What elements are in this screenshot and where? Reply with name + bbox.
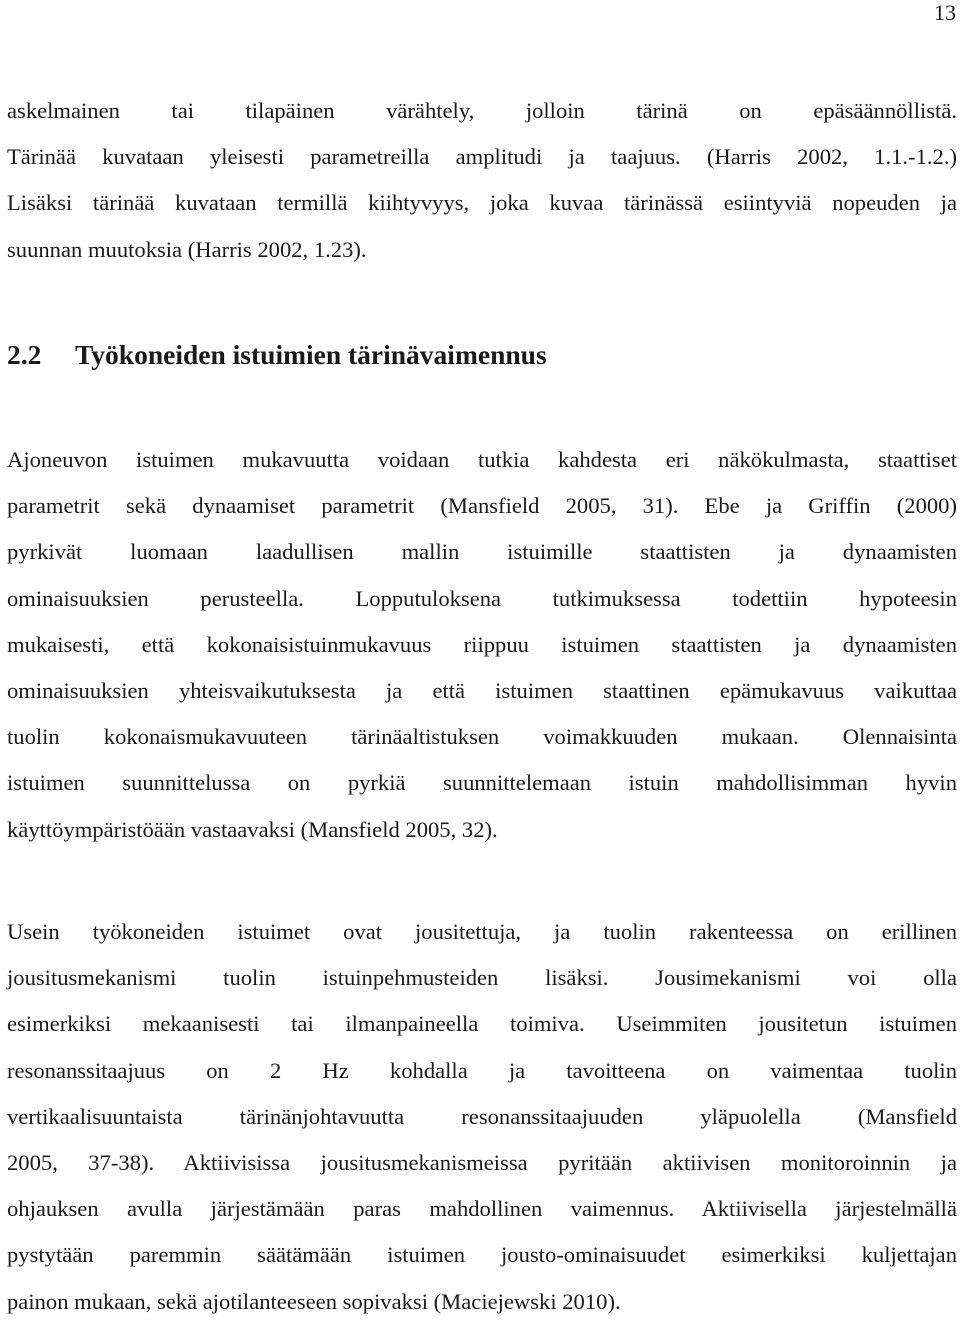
paragraph-line: ominaisuuksien yhteisvaikutuksesta ja että istuimen staattinen epämukavuus vaikuttaa [7, 677, 957, 703]
section-title: Työkoneiden istuimien tärinävaimennus [75, 339, 547, 370]
paragraph-line: Usein työkoneiden istuimet ovat jousitettuja, ja tuolin rakenteessa on erillinen [7, 919, 957, 944]
paragraph-line: Tärinää kuvataan yleisesti parametreilla amplitudi ja taajuus. (Harris 2002, 1.1.-1.2.) [7, 144, 957, 170]
paragraph-line: tuolin kokonaismukavuuteen tärinäaltistuksen voimakkuuden mukaan. Olennaisinta [7, 724, 957, 750]
paragraph-line: Ajoneuvon istuimen mukavuutta voidaan tutkia kahdesta eri näkökulmasta, staattiset [7, 447, 957, 472]
paragraph-line: resonanssitaajuus on 2 Hz kohdalla ja tavoitteena on vaimentaa tuolin [7, 1057, 957, 1083]
paragraph-line: mukaisesti, että kokonaisistuinmukavuus riippuu istuimen staattisten ja dynaamisten [7, 631, 957, 657]
paragraph-line: käyttöympäristöään vastaavaksi (Mansfield 2005, 32). [7, 816, 498, 842]
paragraph-line: pyrkivät luomaan laadullisen mallin istuimille staattisten ja dynaamisten [7, 539, 957, 565]
paragraph-line: vertikaalisuuntaista tärinänjohtavuutta resonanssitaajuuden yläpuolella (Mansfield [7, 1103, 957, 1129]
paragraph-line: ominaisuuksien perusteella. Lopputuloksena tutkimuksessa todettiin hypoteesin [7, 585, 957, 611]
section-number: 2.2 [7, 339, 42, 370]
paragraph-line: jousitusmekanismi tuolin istuinpehmusteiden lisäksi. Jousimekanismi voi olla [7, 965, 957, 991]
paragraph-line: istuimen suunnittelussa on pyrkiä suunnittelemaan istuin mahdollisimman hyvin [7, 770, 957, 796]
paragraph-1 [7, 94, 957, 279]
paragraph-line: parametrit sekä dynaamiset parametrit (Mansfield 2005, 31). Ebe ja Griffin (2000) [7, 493, 957, 519]
paragraph-line: ohjauksen avulla järjestämään paras mahdollinen vaimennus. Aktiivisella järjestelmällä [7, 1196, 957, 1222]
paragraph-line: suunnan muutoksia (Harris 2002, 1.23). [7, 236, 367, 262]
paragraph-line: askelmainen tai tilapäinen värähtely, jolloin tärinä on epäsäännöllistä. [7, 98, 957, 123]
paragraph-3 [7, 915, 957, 1331]
paragraph-line: esimerkiksi mekaanisesti tai ilmanpaineella toimiva. Useimmiten jousitetun istuimen [7, 1011, 957, 1037]
paragraph-line: Lisäksi tärinää kuvataan termillä kiihtyvyys, joka kuvaa tärinässä esiintyviä nopeuden ja [7, 190, 957, 216]
paragraph-line: 2005, 37-38). Aktiivisissa jousitusmekanismeissa pyritään aktiivisen monitoroinnin ja [7, 1149, 957, 1175]
paragraph-line: painon mukaan, sekä ajotilanteeseen sopivaksi (Maciejewski 2010). [7, 1288, 621, 1314]
section-heading [7, 337, 957, 373]
paragraph-2 [7, 443, 957, 859]
page-number: 13 [934, 0, 956, 25]
paragraph-line: pystytään paremmin säätämään istuimen jousto-ominaisuudet esimerkiksi kuljettajan [7, 1242, 957, 1268]
